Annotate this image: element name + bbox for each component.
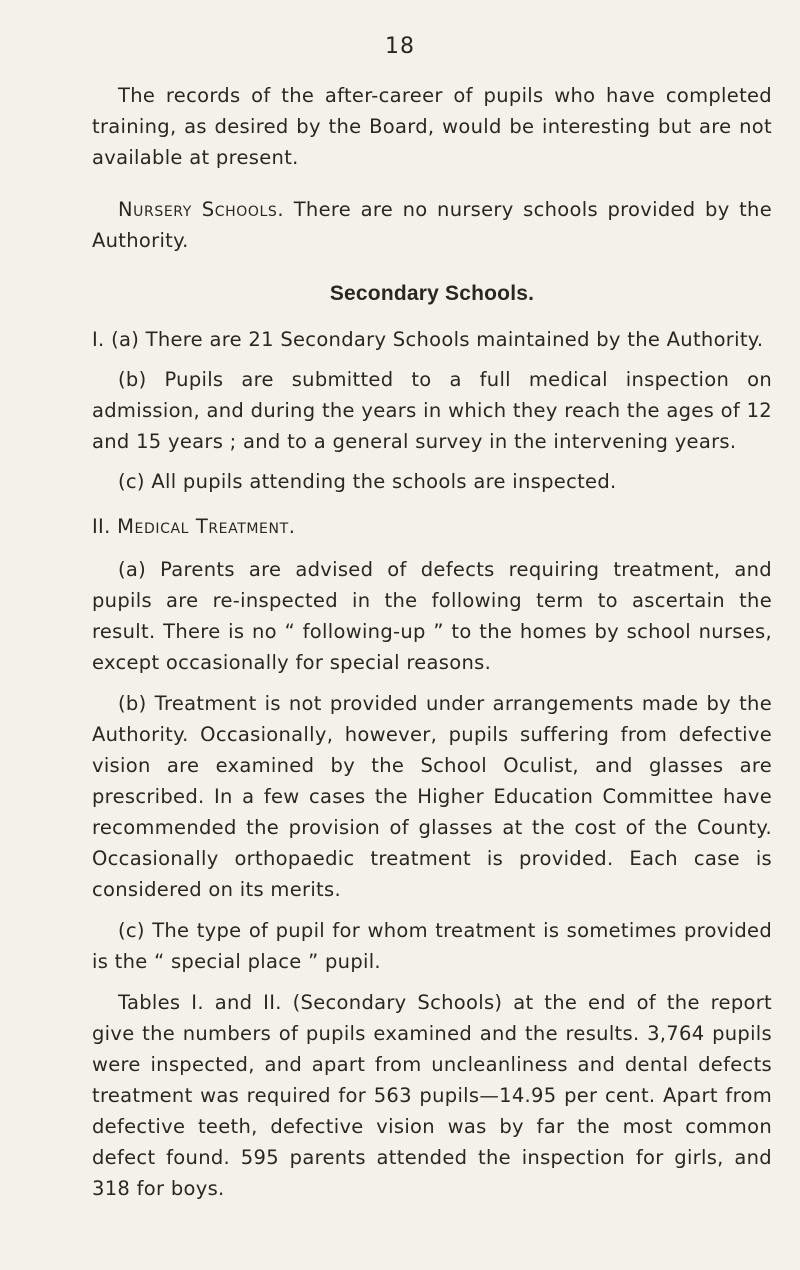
section2-title: Medical Treatment. (117, 515, 296, 538)
section2-number: II. (92, 515, 111, 538)
section2-item-b: (b) Treatment is not provided under arrangements made by the Authority. Occasionally, however, pupils suffering from defective vision are examined by the School Oculist, and glasses are prescribed. In a few cases the Higher Education Committee have recommended the provision of glasses at the cost of the County. Occasionally orthopaedic treatment is provided. Each case is considered on its merits. (92, 692, 772, 901)
section1-a-text: (a) There are 21 Secondary Schools maintained by the Authority. (111, 328, 764, 351)
nursery-paragraph (92, 194, 772, 256)
nursery-label: Nursery Schools. (118, 198, 285, 221)
nursery-text: There are no nursery schools provided by the Authority. (92, 198, 772, 252)
page-body (92, 80, 772, 1204)
section2-item-c: (c) The type of pupil for whom treatment is sometimes provided is the “ special place ” pupil. (92, 919, 772, 973)
section1-item-b: (b) Pupils are submitted to a full medical inspection on admission, and during the years in which they reach the ages of 12 and 15 years ; and to a general survey in the intervening years. (92, 368, 772, 453)
section1-number: I. (92, 328, 105, 351)
tables-paragraph: Tables I. and II. (Secondary Schools) at the end of the report give the numbers of pupils examined and the results. 3,764 pupils were inspected, and apart from uncleanliness and dental defects treatment was required for 563 pupils—14.95 per cent. Apart from defective teeth, defective vision was by far the most common defect found. 595 parents attended the inspection for girls, and 318 for boys. (92, 991, 772, 1200)
page-number: 18 (385, 34, 415, 59)
intro-paragraph: The records of the after-career of pupils who have completed training, as desired by the Board, would be interesting but are not available at present. (92, 84, 772, 169)
section2-heading (92, 511, 772, 542)
section2-item-a: (a) Parents are advised of defects requiring treatment, and pupils are re-inspected in the following term to ascertain the result. There is no “ following-up ” to the homes by school nurses, except occasionally for special reasons. (92, 558, 772, 674)
section1-item-c: (c) All pupils attending the schools are inspected. (118, 470, 617, 493)
section1-item-a (92, 324, 772, 355)
section-heading: Secondary Schools. (329, 282, 535, 305)
